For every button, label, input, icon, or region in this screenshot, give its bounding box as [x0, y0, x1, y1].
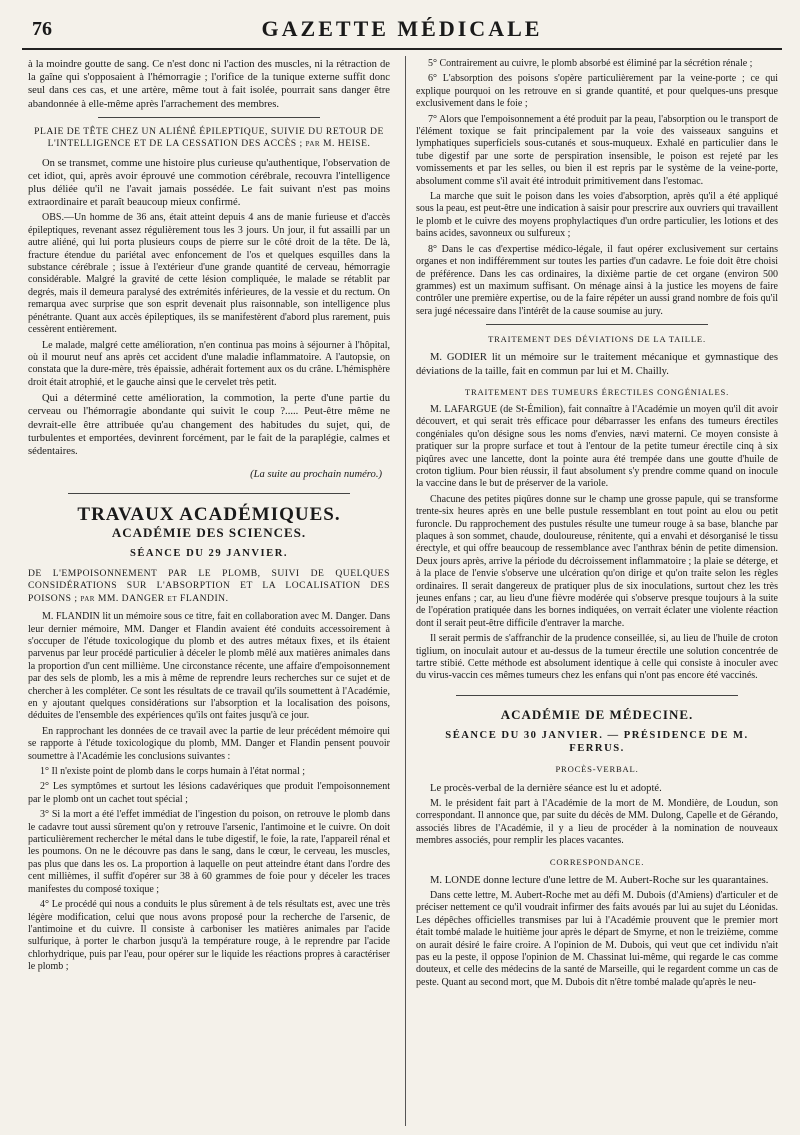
paragraph-question: Qui a déterminé cette amélioration, la commotion, la perte d'une partie du cerveau ou l'hémorragie abondante qui suivit le coup ?..... Peut-être même ne devrait-elle être attribuée qu'au changement des habitudes du sujet, qui, de turbulentes et emportées, devinrent forcément, par le fait de la paraplégie, calmes et sédentaires.	[28, 393, 390, 457]
conclusion-6: 6° L'absorption des poisons s'opère particulièrement par la veine-porte ; ce qui explique pourquoi on les retrouve en si grande quantité, et pour quelques-uns presque exclusivement dans le foie ;	[416, 73, 778, 110]
conclusion-1: 1° Il n'existe point de plomb dans le corps humain à l'état normal ;	[40, 766, 306, 778]
heading-academie-medecine: ACADÉMIE DE MÉDECINE.	[500, 706, 694, 722]
section-title-traitement: TRAITEMENT DES DÉVIATIONS DE LA TAILLE.	[488, 334, 706, 345]
conclusion-3: 3° Si la mort a été l'effet immédiat de l'ingestion du poison, on retrouve le plomb dans le cadavre tout aussi sûrement qu'on y retrouve l'arsenic, l'antimoine et le cuivre. On doit particulièrement rechercher le métal dans le tube digestif, le foie, la rate, l'appareil rénal et les poumons. On ne le découvre pas dans le sang, dans le cœur, le cerveau, les muscles, pas plus que dans les os. La proportion à laquelle on peut atteindre étant dans l'ordre des cent millièmes, il suffit d'opérer sur 38 à 60 grammes de foie pour y déceler les traces manifestes du composé toxique ;	[28, 809, 390, 895]
seance-date: SÉANCE DU 29 JANVIER.	[129, 547, 289, 559]
masthead	[22, 14, 782, 50]
paragraph-president: M. le président fait part à l'Académie de la mort de M. Mondière, de Loudun, son correspondant. Il annonce que, par suite du décès de MM. Dulong, Capelle et de Gérando, associés libres de l'Académie, il y a lieu de procéder à la nomination de nouveaux membres associés, pour remplir les places vacantes.	[416, 797, 778, 847]
paragraph-malade: Le malade, malgré cette amélioration, n'en continua pas moins à séjourner à l'hôpital, où il mourut neuf ans après cet accident d'une maladie inflammatoire. A l'autopsie, on constata que la dure-mère, très épaissie, adhérait fortement aux os du crâne. L'hémisphère droit était atrophié, et le gauche ainsi que le cervelet très petit.	[28, 339, 390, 388]
section-title-tumeurs: TRAITEMENT DES TUMEURS ÉRECTILES CONGÉNIALES.	[464, 386, 730, 397]
paragraph-conclusions-intro: En rapprochant les données de ce travail avec la partie de leur précédent mémoire qui se rapporte à l'étude toxicologique du plomb, MM. Danger et Flandin pensent pouvoir soumettre à l'Académie les conclusions suivantes :	[28, 725, 390, 762]
conclusion-8: 8° Dans le cas d'expertise médico-légale, il faut opérer exclusivement sur certains organes et non indifféremment sur toutes les parties d'un cadavre. Le foie doit être choisi de préférence. Dans les cas ordinaires, la dixième partie de cet organe (environ 500 grammes) est un maximum suffisant. On ménage ainsi à la justice les moyens de faire contrôler une première expertise, ou de la faire répéter un aussi grand nombre de fois qu'il sera jugé nécessaire dans l'intérêt de la cause soumise au jury.	[416, 243, 778, 317]
paragraph-permis: Il serait permis de s'affranchir de la prudence conseillée, si, au lieu de l'huile de croton tiglium, on inoculait autour et au-dessus de la tumeur érectile une solution concentrée de tartre stibié. Cette méthode est absolument identique à celle qui consiste à inoculer avec du virus-vaccin ces mêmes tumeurs chez les enfans qui n'ont pas encore été vaccinés.	[416, 633, 778, 682]
section-rule	[98, 117, 320, 118]
section-rule	[68, 493, 350, 494]
seance-date-medecine: SÉANCE DU 30 JANVIER. — PRÉSIDENCE DE M. FERRUS.	[445, 730, 749, 755]
section-title-plaie: PLAIE DE TÊTE CHEZ UN ALIÉNÉ ÉPILEPTIQUE, SUIVIE DU RETOUR DE L'INTELLIGENCE ET DE LA CESSATION DES ACCÈS ; par M. HEISE.	[34, 125, 384, 150]
left-column	[28, 58, 390, 1128]
paragraph-londe: M. LONDE donne lecture d'une lettre de M. Aubert-Roche sur les quarantaines.	[430, 874, 769, 886]
paragraph-lettre: Dans cette lettre, M. Aubert-Roche met au défi M. Dubois (d'Amiens) d'articuler et de préciser nettement ce qu'il voudrait infirmer des faits avoués par lui au sujet du Léonidas. Les dépêches officielles transmises par lui à l'Académie prouvent que le premier mort était tombé malade le huitième jour après le départ de Smyrne, et non le treizième, comme on aurait désiré le faire croire. A l'opinion de M. Dubois, qui veut que cet individu n'ait pas eu la peste, il oppose l'opinion de M. Chassinat lui-même, qui regarde le cas comme douteux, et celle des médecins de la santé de Marseille, qui le regardent comme un cas de peste. Quant au second mort, que M. Dubois dit n'être tombé malade qu'après le neu-	[416, 889, 778, 988]
conclusion-2: 2° Les symptômes et surtout les lésions cadavériques que produit l'empoisonnement par le plomb ont un cachet tout spécial ;	[28, 781, 390, 805]
paragraph-lafargue: M. LAFARGUE (de St-Émilion), fait connaître à l'Académie un moyen qu'il dit avoir découvert, et qui serait très efficace pour débarrasser les enfans des tumeurs érectiles congéniales qu'on désigne sous les noms d'envies, nævi materni. Ce moyen consiste à pratiquer sur la propre surface et tout à l'entour de la petite tumeur érectile cinq à six piqûres avec une lancette, dont la pointe aura été trempée dans une goutte d'huile de croton tiglium. Pour bien réussir, il faut absolument s'y prendre comme quand on inocule la vaccine dans le but de préserver de la variole.	[416, 403, 778, 490]
heading-academie-sciences: ACADÉMIE DES SCIENCES.	[111, 524, 307, 540]
paragraph-proces-verbal: Le procès-verbal de la dernière séance est lu et adopté.	[430, 782, 662, 794]
conclusion-7: 7° Alors que l'empoisonnement a été produit par la peau, l'absorption ou le transport de l'élément toxique se fait principalement par la voie des vaisseaux sanguins et lymphatiques superficiels sous-cutanés et sous-muqueux. Exhalé en particulier dans le tube digestif par une sorte de perspiration insensible, le poison est rejeté par les vomissements et par les selles, ou bien il est repris par le système de la veine-porte, absolument comme s'il avait été introduit primitivement dans l'estomac.	[416, 113, 778, 187]
paragraph-chacune: Chacune des petites piqûres donne sur le champ une grosse papule, qui se transforme trente-six heures après en une belle pustule ressemblant en tout point au elou ou petit furoncle. Du rapprochement des pustules résulte une tumeur rouge à sa base, blanche par plaques à son sommet, chaude, douloureuse, rénitente, qui a envahi et désorganisé le tissu érectyle, et qui offre beaucoup de ressemblance avec l'anthrax bénin de petite dimension. Deux jours après, arrive la période du décroissement inflammatoire ; la plaie se déterge, et à la place de l'envie s'observe une ulcération qu'on dirige et qu'on traite selon les règles ordinaires. Il serait dangereux de pratiquer plus de six inoculations, surtout chez les très jeunes enfans ; car, au lieu d'une fièvre modérée qui s'observe presque toujours à la suite de l'opération pratiquée dans les bornes indiquées, on verrait éclater une violente réaction dont il serait peut-être difficile d'entraver la marche.	[416, 493, 778, 629]
paragraph-godier: M. GODIER lit un mémoire sur le traitement mécanique et gymnastique des déviations de la taille, fait en commun par lui et M. Chailly.	[416, 352, 778, 377]
newspaper-title: GAZETTE MÉDICALE	[261, 16, 543, 41]
continued-note: (La suite au prochain numéro.)	[250, 469, 382, 481]
section-title-proces-verbal: PROCÈS-VERBAL.	[555, 764, 639, 775]
paragraph-marche: La marche que suit le poison dans les voies d'absorption, après qu'il a été appliqué sous la peau, est peut-être une indication à saisir pour prescrire aux ouvriers qui travaillent le plomb et le cuivre des moyens prophylactiques d'un ordre particulier, les lotions et des bains acides, savonneux ou sulfureux ;	[416, 191, 778, 240]
paragraph-observation: OBS.—Un homme de 36 ans, était atteint depuis 4 ans de manie furieuse et d'accès épileptiques, revenant assez régulièrement tous les 3 jours. Un jour, il fut assailli par un autre aliéné, qui lui porta plusieurs coups de pierre sur le côté droit de la tête. De là, fracture étendue du pariétal avec enfoncement de l'os et quelques esquilles dans la substance cérébrale ; issue à l'extérieur d'une grande quantité de cerveau, hémorragie considérable. Malgré la gravité de cette lésion compliquée, le malade se rétablit par degrés, mais il demeura paralysé des extrémités inférieures, de la vessie et du rectum. On remarqua avec surprise que son esprit devenait plus raisonnable, son intelligence plus pénétrante. Quant aux accès épileptiques, ils se manifestèrent d'abord plus rarement, puis cessèrent entièrement.	[28, 212, 390, 336]
section-title-correspondance: CORRESPONDANCE.	[549, 856, 645, 867]
column-divider	[405, 56, 406, 1126]
right-column	[416, 58, 778, 1128]
heading-travaux: TRAVAUX ACADÉMIQUES.	[77, 504, 341, 526]
paragraph-flandin: M. FLANDIN lit un mémoire sous ce titre, fait en collaboration avec M. Danger. Dans leur dernier mémoire, MM. Danger et Flandin avaient été conduits accessoirement à s'occuper de l'étude toxicologique du plomb et des autres métaux fixes, et ils étaient parvenus par leur procédé particulier à déceler le plomb mêlé aux matières animales dans la proportion d'un cent millième. Une circonstance récente, une affaire d'empoisonnement par des sels de plomb, les a mis à même de reprendre leurs recherches sur ce sujet et de chercher à les compléter. Ce sont les résultats de ce travail qu'ils soumettent à l'Académie, en y ajoutant quelques considérations sur l'absorption et la localisation des poisons, déduites de l'ensemble des expériences qu'ils ont faites jusqu'à ce jour.	[28, 611, 390, 722]
section-title-empoisonnement: DE L'EMPOISONNEMENT PAR LE PLOMB, SUIVI DE QUELQUES CONSIDÉRATIONS SUR L'ABSORPTION ET LA LOCALISATION DES POISONS ; par MM. DANGER et FLANDIN.	[28, 567, 390, 604]
paragraph-plaie-intro: On se transmet, comme une histoire plus curieuse qu'authentique, l'observation de cet idiot, qui, après avoir éprouvé une commotion cérébrale, recouvra l'intelligence plus déliée qu'il ne l'avait jamais possédée. Le fait suivant n'est pas moins extraordinaire et paraît beaucoup mieux confirmé.	[28, 157, 390, 209]
section-rule	[456, 695, 738, 696]
conclusion-5: 5° Contrairement au cuivre, le plomb absorbé est éliminé par la sécrétion rénale ;	[428, 58, 753, 69]
opening-paragraph: à la moindre goutte de sang. Ce n'est donc ni l'action des muscles, ni la rétraction de la gaîne qui s'opposaient à l'hémorragie ; l'orifice de la tunique externe suffit donc seul dans ces cas, et une artère, même tout à fait isolée, pourrait sans danger être abandonnée à elle-même après l'arrachement des membres.	[28, 59, 390, 110]
page-number: 76	[32, 18, 52, 40]
conclusion-4: 4° Le procédé qui nous a conduits le plus sûrement à de tels résultats est, avec une très légère modification, celui que nous avons proposé pour la recherche de l'arsenic, de l'antimoine et du cuivre. Il consiste à carboniser les matières animales par l'acide sulfurique, à porter le charbon jusqu'à la température rouge, à le reprendre par l'acide chlorhydrique, puis par l'eau, pour opérer sur le liquide les réactions propres à caractériser le plomb ;	[28, 899, 390, 973]
section-rule	[486, 324, 708, 325]
